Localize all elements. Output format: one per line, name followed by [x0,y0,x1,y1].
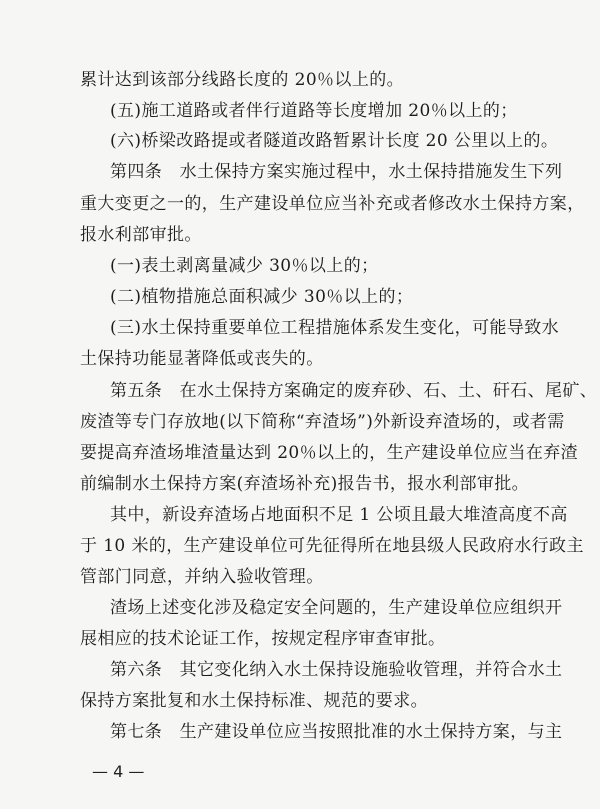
text-line: 废渣等专门存放地(以下简称“弃渣场”)外新设弃渣场的，或者需 [80,412,565,432]
text-line: (一)表土剥离量减少 30％以上的； [110,256,379,276]
text-line: 于 10 米的，生产建设单位可先征得所在地县级人民政府水行政主 [80,536,584,556]
text-line: 第七条 生产建设单位应当按照批准的水土保持方案，与主 [110,722,563,742]
text-line: 保持方案批复和水土保持标准、规范的要求。 [80,691,428,711]
text-line: 管部门同意，并纳入验收管理。 [80,567,324,587]
text-line: (三)水土保持重要单位工程措施体系发生变化，可能导致水 [110,318,560,338]
text-line: 第五条 在水土保持方案确定的废弃砂、石、土、矸石、尾矿、 [110,381,598,401]
text-line: 前编制水土保持方案(弃渣场补充)报告书，报水利部审批。 [80,474,530,494]
text-line: 第四条 水土保持方案实施过程中，水土保持措施发生下列 [110,162,563,182]
text-line: 其中，新设弃渣场占地面积不足 1 公顷且最大堆渣高度不高 [110,505,568,525]
text-line: 土保持功能显著降低或丧失的。 [80,349,324,369]
text-line: 展相应的技术论证工作，按规定程序审查审批。 [80,629,446,649]
text-line: 渣场上述变化涉及稳定安全问题的，生产建设单位应组织开 [110,598,563,618]
text-line: 重大变更之一的，生产建设单位应当补充或者修改水土保持方案， [80,194,585,214]
text-line: (二)植物措施总面积减少 30％以上的； [110,287,414,307]
text-line: (六)桥梁改路提或者隧道改路暂累计长度 20 公里以上的。 [110,131,559,151]
page-number: — 4 — [92,762,145,781]
text-line: (五)施工道路或者伴行道路等长度增加 20％以上的； [110,101,518,121]
text-line: 要提高弃渣场堆渣量达到 20％以上的，生产建设单位应当在弃渣 [80,443,579,463]
text-line: 累计达到该部分线路长度的 20％以上的。 [80,70,405,90]
text-line: 第六条 其它变化纳入水土保持设施验收管理，并符合水土 [110,660,563,680]
text-line: 报水利部审批。 [80,225,202,245]
